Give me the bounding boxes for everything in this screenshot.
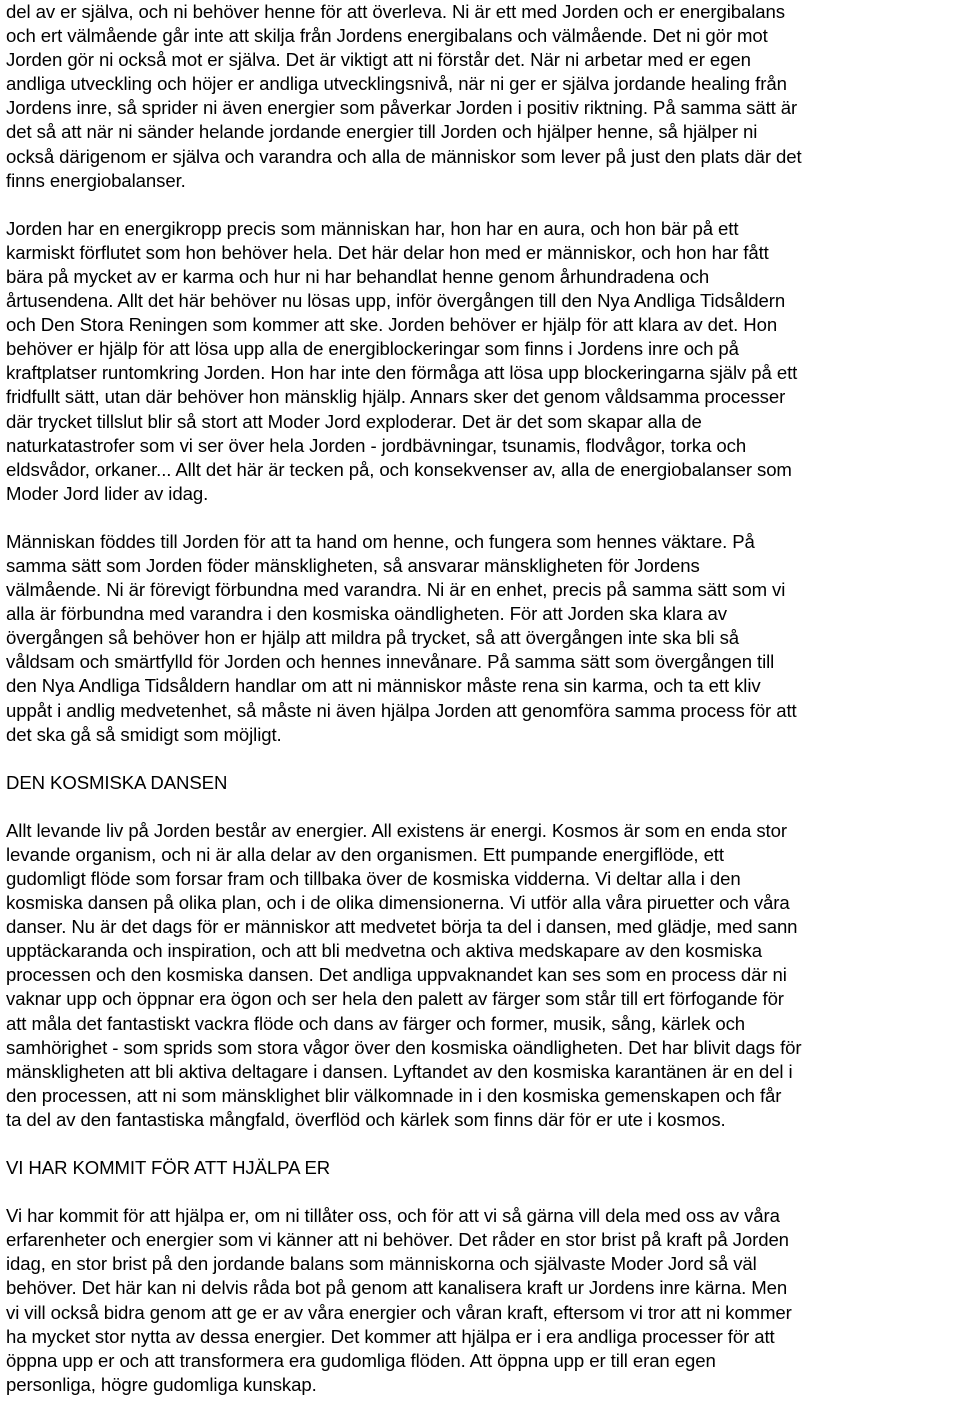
text-line: vi vill också bidra genom att ge er av våra energier och våran kraft, eftersom vi tror att ni kommer bbox=[6, 1301, 792, 1323]
text-line: vaknar upp och öppnar era ögon och ser hela den palett av färger som står till ert förfogande för bbox=[6, 988, 784, 1010]
body-paragraph bbox=[6, 1204, 958, 1397]
text-line: Vi har kommit för att hjälpa er, om ni tillåter oss, och för att vi så gärna vill dela med oss av våra bbox=[6, 1205, 780, 1227]
text-line: öppna upp er och att transformera era gudomliga flöden. Att öppna upp er till eran egen bbox=[6, 1349, 716, 1371]
text-line: Människan föddes till Jorden för att ta hand om henne, och fungera som hennes väktare. På bbox=[6, 530, 755, 552]
text-line: samhörighet - som sprids som stora vågor över den kosmiska oändligheten. Det har blivit dags för bbox=[6, 1036, 802, 1058]
text-line: erfarenheter och energier som vi känner att ni behöver. Det råder en stor brist på kraft på Jorden bbox=[6, 1229, 789, 1251]
text-line: det ska gå så smidigt som möjligt. bbox=[6, 723, 282, 745]
text-line: karmiskt förflutet som hon behöver hela. Det här delar hon med er människor, och hon har fått bbox=[6, 241, 769, 263]
text-line: upptäckaranda och inspiration, och att bli medvetna och aktiva medskapare av den kosmiska bbox=[6, 940, 762, 962]
text-line: våldsam och smärtfylld för Jorden och hennes innevånare. På samma sätt som övergången till bbox=[6, 651, 775, 673]
text-line: övergången så behöver hon er hjälp att mildra på trycket, så att övergången inte ska bli så bbox=[6, 627, 740, 649]
text-line: behöver. Det här kan ni delvis råda bot på genom att kanalisera kraft ur Jordens inre kärna. Men bbox=[6, 1277, 788, 1299]
text-line: ta del av den fantastiska mångfald, överflöd och kärlek som finns där för er ute i kosmos. bbox=[6, 1108, 726, 1130]
text-line: Jorden gör ni också mot er själva. Det är viktigt att ni förstår det. När ni arbetar med er egen bbox=[6, 49, 751, 71]
text-line: bära på mycket av er karma och hur ni har behandlat henne genom århundradena och bbox=[6, 265, 710, 287]
text-line: där trycket tillslut blir så stort att Moder Jord exploderar. Det är det som skapar alla de bbox=[6, 410, 702, 432]
text-line: behöver er hjälp för att lösa upp alla de energiblockeringar som finns i Jordens inre och på bbox=[6, 338, 739, 360]
text-line: samma sätt som Jorden föder mänskligheten, så ansvarar mänskligheten för Jordens bbox=[6, 554, 700, 576]
text-line: Moder Jord lider av idag. bbox=[6, 482, 209, 504]
text-line: danser. Nu är det dags för er människor att medvetet börja ta del i dansen, med glädje, med sann bbox=[6, 916, 798, 938]
text-line: ha mycket stor nytta av dessa energier. Det kommer att hjälpa er i era andliga processer för att bbox=[6, 1325, 775, 1347]
text-line: att måla det fantastiskt vackra flöde och dans av färger och former, musik, sång, kärlek och bbox=[6, 1012, 746, 1034]
text-line: idag, en stor brist på den jordande balans som människorna och självaste Moder Jord så väl bbox=[6, 1253, 757, 1275]
document-page bbox=[6, 0, 958, 1421]
text-line: gudomligt flöde som forsar fram och tillbaka över de kosmiska vidderna. Vi deltar alla i den bbox=[6, 868, 741, 889]
text-line: finns energiobalanser. bbox=[6, 169, 186, 191]
text-line: mänskligheten att bli aktiva deltagare i dansen. Lyftandet av den kosmiska karantänen är en del i bbox=[6, 1060, 793, 1082]
text-line: Allt levande liv på Jorden består av energier. All existens är energi. Kosmos är som en enda stor bbox=[6, 819, 787, 841]
text-line: det så att när ni sänder helande jordande energier till Jorden och hjälper henne, så hjälper ni bbox=[6, 121, 758, 143]
text-line: fridfullt sätt, utan där behöver hon mänsklig hjälp. Annars sker det genom våldsamma processer bbox=[6, 386, 786, 408]
section-heading: VI HAR KOMMIT FÖR ATT HJÄLPA ER bbox=[6, 1157, 331, 1179]
text-line: eldsvådor, orkaner... Allt det här är tecken på, och konsekvenser av, alla de energiobalanser som bbox=[6, 458, 792, 480]
text-line: och ert välmående går inte att skilja från Jordens energibalans och välmående. Det ni gör mot bbox=[6, 25, 768, 47]
text-line: personliga, högre gudomliga kunskap. bbox=[6, 1373, 317, 1395]
body-paragraph bbox=[6, 217, 958, 506]
body-paragraph bbox=[6, 0, 958, 193]
text-line: andliga utveckling och höjer er andliga utvecklingsnivå, när ni ger er själva jordande healing från bbox=[6, 73, 787, 95]
text-line: Jordens inre, så sprider ni även energier som påverkar Jorden i positiv riktning. På samma sätt är bbox=[6, 97, 798, 119]
text-line: kosmiska dansen på olika plan, och i de olika dimensionerna. Vi utför alla våra piruetter och våra bbox=[6, 892, 790, 914]
text-line: naturkatastrofer som vi ser över hela Jorden - jordbävningar, tsunamis, flodvågor, torka och bbox=[6, 434, 747, 456]
text-line: Jorden har en energikropp precis som människan har, hon har en aura, och hon bär på ett bbox=[6, 217, 739, 239]
text-line: den Nya Andliga Tidsåldern handlar om att ni människor måste rena sin karma, och ta ett kliv bbox=[6, 675, 761, 697]
body-paragraph bbox=[6, 819, 958, 1132]
text-line: alla är förbundna med varandra i den kosmiska oändligheten. För att Jorden ska klara av bbox=[6, 603, 727, 625]
text-line: levande organism, och ni är alla delar av den organismen. Ett pumpande energiflöde, ett bbox=[6, 843, 724, 865]
text-line: årtusendena. Allt det här behöver nu lösas upp, inför övergången till den Nya Andliga Tidsåldern bbox=[6, 290, 786, 312]
text-line: och Den Stora Reningen som kommer att ske. Jorden behöver er hjälp för att klara av det. Hon bbox=[6, 314, 778, 336]
text-line: kraftplatser runtomkring Jorden. Hon har inte den förmåga att lösa upp blockeringarna själv på ett bbox=[6, 362, 798, 384]
text-line: också därigenom er själva och varandra och alla de människor som lever på just den plats där det bbox=[6, 145, 802, 167]
text-line: den processen, att ni som mänsklighet blir välkomnade in i den kosmiska gemenskapen och får bbox=[6, 1084, 782, 1106]
text-line: processen och den kosmiska dansen. Det andliga uppvaknandet kan ses som en process där ni bbox=[6, 964, 787, 986]
body-paragraph bbox=[6, 530, 958, 747]
text-line: del av er själva, och ni behöver henne för att överleva. Ni är ett med Jorden och er energibalans bbox=[6, 1, 785, 22]
section-heading: DEN KOSMISKA DANSEN bbox=[6, 771, 228, 793]
text-line: uppåt i andlig medvetenhet, så måste ni även hjälpa Jorden att genomföra samma process för att bbox=[6, 699, 797, 721]
text-line: välmående. Ni är förevigt förbundna med varandra. Ni är en enhet, precis på samma sätt som vi bbox=[6, 579, 786, 601]
